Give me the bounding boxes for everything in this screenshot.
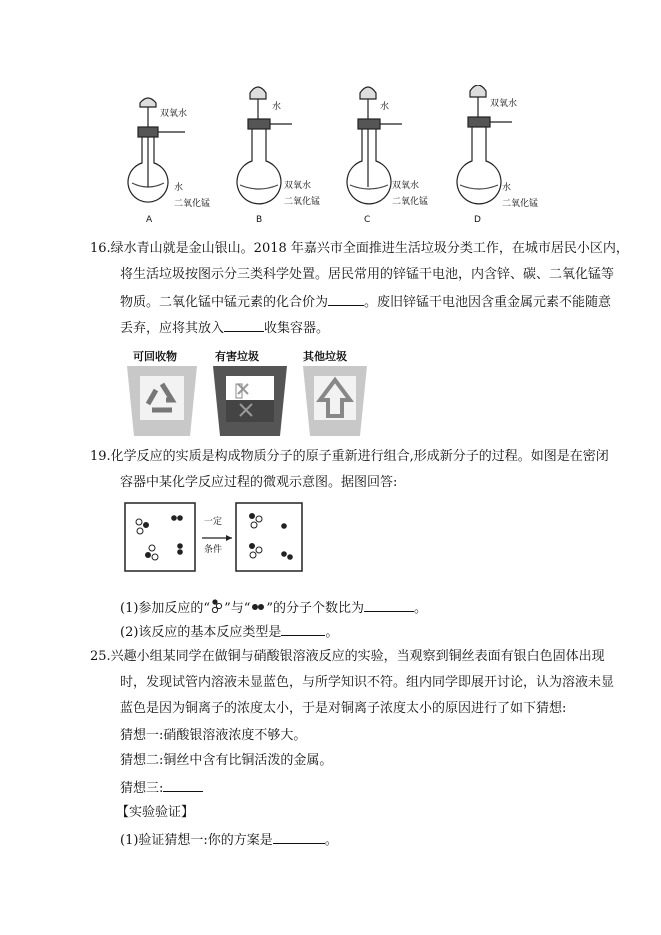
q16-line3-b: 。废旧锌锰干电池因含重金属元素不能随意 bbox=[364, 295, 612, 310]
before-molecules bbox=[136, 515, 183, 560]
q16-line4-a: 丢弃，应将其放入 bbox=[120, 321, 225, 336]
q19-blank-ratio[interactable] bbox=[364, 598, 414, 612]
q25-guess2: 猜想二:铜丝中含有比铜活泼的金属。 bbox=[120, 753, 333, 768]
after-box bbox=[236, 503, 302, 571]
q16-blank-container[interactable] bbox=[224, 318, 264, 332]
bin-label-other: 其他垃圾 bbox=[303, 350, 347, 363]
after-molecules bbox=[249, 513, 293, 560]
q25-blank-plan[interactable] bbox=[273, 830, 325, 844]
q25-guess3 bbox=[120, 778, 203, 798]
molecule-a-icon bbox=[210, 599, 224, 613]
label-d-mid: 水 bbox=[502, 183, 512, 193]
label-a-top: 双氧水 bbox=[160, 109, 188, 119]
q16-line4 bbox=[120, 318, 329, 338]
q19-sub1-a: (1)参加反应的“ bbox=[120, 601, 211, 616]
q25-sub1 bbox=[120, 830, 338, 850]
molecule-b-icon bbox=[250, 602, 266, 612]
q19-sub1-c: ”的分子个数比为 bbox=[266, 601, 365, 616]
q25-blank-guess3[interactable] bbox=[163, 778, 203, 792]
q16-line3-a: 物质。二氧化锰中锰元素的化合价为 bbox=[120, 295, 329, 310]
q25-sub1-b: 。 bbox=[324, 833, 338, 848]
hazardous-bin-icon bbox=[213, 366, 287, 436]
q25-guess1: 猜想一:硝酸银溶液浓度不够大。 bbox=[120, 728, 307, 743]
q25-sub1-a: (1)验证猜想一:你的方案是 bbox=[120, 833, 273, 848]
other-bin-icon bbox=[303, 366, 367, 436]
q16-line4-b: 收集容器。 bbox=[264, 321, 330, 336]
q19-blank-reaction-type[interactable] bbox=[281, 622, 325, 636]
q25-line2: 时，发现试管内溶液未显蓝色，与所学知识不符。组内同学即展开讨论，认为溶液未显 bbox=[120, 675, 615, 690]
q19-sub1-d: 。 bbox=[414, 601, 428, 616]
q16-line1: 16.绿水青山就是金山银山。2018 年嘉兴市全面推进生活垃圾分类工作，在城市居民小区内， bbox=[90, 241, 629, 256]
q19-sub2 bbox=[120, 622, 338, 642]
label-c-bottom: 二氧化锰 bbox=[392, 197, 429, 207]
q25-section-heading: 【实验验证】 bbox=[116, 805, 195, 820]
arrow-label-bottom: 条件 bbox=[204, 545, 223, 555]
label-C: C bbox=[364, 215, 371, 225]
q19-line2: 容器中某化学反应过程的微观示意图。据图回答: bbox=[120, 475, 398, 490]
q19-sub1-b: ”与“ bbox=[224, 601, 251, 616]
bin-label-hazardous: 有害垃圾 bbox=[215, 350, 259, 363]
q25-guess3-label: 猜想三: bbox=[120, 781, 164, 796]
reaction-diagram bbox=[124, 502, 304, 574]
q19-sub2-a: (2)该反应的基本反应类型是 bbox=[120, 625, 282, 640]
label-a-bottom: 二氧化锰 bbox=[174, 199, 211, 209]
label-D: D bbox=[474, 215, 481, 225]
before-box bbox=[125, 503, 195, 571]
label-b-mid: 双氧水 bbox=[284, 181, 312, 191]
q19-sub2-b: 。 bbox=[325, 625, 339, 640]
label-b-top: 水 bbox=[272, 102, 282, 112]
bin-label-recyclable: 可回收物 bbox=[133, 350, 177, 363]
q19-line1: 19.化学反应的实质是构成物质分子的原子重新进行组合,形成新分子的过程。如图是在密闭 bbox=[90, 449, 609, 464]
label-c-mid: 双氧水 bbox=[392, 181, 420, 191]
waste-bins bbox=[122, 364, 372, 439]
q16-blank-valence[interactable] bbox=[328, 292, 364, 306]
label-a-mid: 水 bbox=[174, 183, 184, 193]
label-A: A bbox=[146, 215, 153, 225]
label-d-top: 双氧水 bbox=[490, 99, 518, 109]
q16-line2: 将生活垃圾按图示分三类科学处置。居民常用的锌锰干电池，内含锌、碳、二氧化锰等 bbox=[120, 267, 615, 282]
q25-line1: 25.兴趣小组某同学在做铜与硝酸银溶液反应的实验，当观察到铜丝表面有银白色固体出现 bbox=[90, 649, 605, 664]
q25-line3: 蓝色是因为铜离子的浓度太小，于是对铜离子浓度太小的原因进行了如下猜想: bbox=[120, 701, 567, 716]
q19-sub1 bbox=[120, 598, 427, 618]
label-d-bottom: 二氧化锰 bbox=[502, 199, 539, 209]
arrow-label-top: 一定 bbox=[204, 517, 223, 527]
label-b-bottom: 二氧化锰 bbox=[284, 197, 321, 207]
recycle-bin-icon bbox=[127, 366, 197, 436]
q16-line3 bbox=[120, 292, 611, 312]
label-c-top: 水 bbox=[380, 102, 390, 112]
label-B: B bbox=[256, 215, 263, 225]
